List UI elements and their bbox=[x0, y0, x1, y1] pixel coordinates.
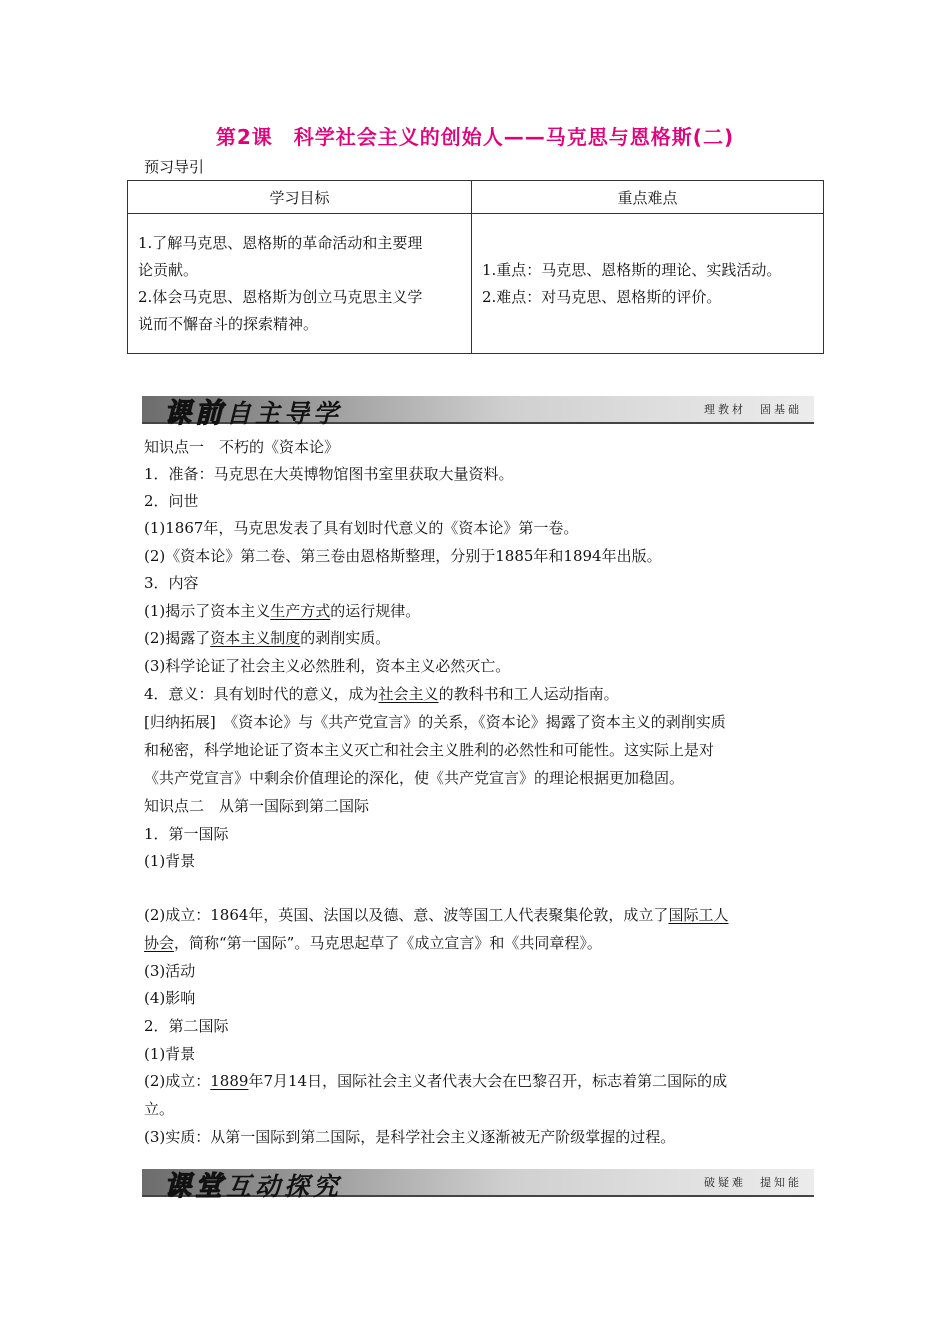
goals-cell bbox=[128, 214, 472, 354]
header-goals: 学习目标 bbox=[128, 181, 472, 214]
banner-title: 课堂互动探究 bbox=[164, 1171, 343, 1202]
text-line: 2．问世 bbox=[144, 492, 199, 510]
underlined-answer: 1889 bbox=[210, 1072, 249, 1090]
text-line: 《共产党宣言》中剩余价值理论的深化，使《共产党宣言》的理论根据更加稳固。 bbox=[144, 769, 685, 787]
text-line: (1)背景 bbox=[144, 852, 196, 870]
lesson-title: 第2课 科学社会主义的创始人——马克思与恩格斯(二) bbox=[215, 125, 735, 149]
goals-table bbox=[127, 180, 824, 354]
text-line: (3)科学论证了社会主义必然胜利，资本主义必然灭亡。 bbox=[144, 657, 511, 675]
goal-line: 1.了解马克思、恩格斯的革命活动和主要理 bbox=[138, 233, 423, 252]
banner-title: 课前自主导学 bbox=[164, 398, 343, 429]
text-line: (2)成立：1889年7月14日，国际社会主义者代表大会在巴黎召开，标志着第二国际的成 bbox=[144, 1072, 728, 1090]
preview-label: 预习导引 bbox=[144, 158, 205, 176]
text-line: (4)影响 bbox=[144, 989, 196, 1007]
text-line: (1)1867年，马克思发表了具有划时代意义的《资本论》第一卷。 bbox=[144, 519, 579, 537]
underlined-answer: 社会主义 bbox=[378, 685, 439, 703]
text-line: (1)背景 bbox=[144, 1045, 196, 1063]
text-line: (3)活动 bbox=[144, 962, 196, 980]
text-line: 1．准备：马克思在大英博物馆图书室里获取大量资料。 bbox=[144, 465, 514, 483]
text-line: 协会，简称“第一国际”。马克思起草了《成立宣言》和《共同章程》。 bbox=[144, 934, 602, 952]
section-banner-preclass bbox=[142, 396, 814, 429]
knowledge-point-1: 知识点一 不朽的《资本论》 bbox=[144, 438, 340, 456]
text-line: (2)揭露了资本主义制度的剥削实质。 bbox=[144, 629, 391, 647]
key-point-line: 1.重点：马克思、恩格斯的理论、实践活动。 bbox=[482, 260, 782, 279]
banner-subtitle: 理教材 固基础 bbox=[704, 403, 802, 416]
text-line: 3．内容 bbox=[144, 574, 199, 592]
underlined-answer: 国际工人 bbox=[668, 906, 729, 924]
goal-line: 论贡献。 bbox=[138, 260, 199, 279]
text-line: (3)实质：从第一国际到第二国际，是科学社会主义逐渐被无产阶级掌握的过程。 bbox=[144, 1128, 676, 1146]
underlined-answer: 生产方式 bbox=[270, 602, 331, 620]
section-banner-inclass bbox=[142, 1169, 814, 1202]
text-line: [归纳拓展] 《资本论》与《共产党宣言》的关系，《资本论》揭露了资本主义的剥削实质 bbox=[144, 713, 726, 731]
text-line: (2)成立：1864年，英国、法国以及德、意、波等国工人代表聚集伦敦，成立了国际工人 bbox=[144, 906, 729, 924]
key-point-line: 2.难点：对马克思、恩格斯的评价。 bbox=[482, 287, 722, 306]
text-line: 2．第二国际 bbox=[144, 1017, 229, 1035]
banner-subtitle: 破疑难 提知能 bbox=[704, 1176, 802, 1189]
text-line: 立。 bbox=[144, 1100, 175, 1118]
text-line: 4．意义：具有划时代的意义，成为社会主义的教科书和工人运动指南。 bbox=[144, 685, 619, 703]
text-line: 和秘密，科学地论证了资本主义灭亡和社会主义胜利的必然性和可能性。这实际上是对 bbox=[144, 741, 715, 759]
underlined-answer: 协会 bbox=[144, 934, 175, 952]
header-key-points: 重点难点 bbox=[472, 181, 824, 214]
text-line: 1．第一国际 bbox=[144, 825, 229, 843]
text-line: (2)《资本论》第二卷、第三卷由恩格斯整理，分别于1885年和1894年出版。 bbox=[144, 547, 662, 565]
goal-line: 2.体会马克思、恩格斯为创立马克思主义学 bbox=[138, 287, 423, 306]
key-points-cell bbox=[472, 214, 824, 354]
text-line: (1)揭示了资本主义生产方式的运行规律。 bbox=[144, 602, 421, 620]
underlined-answer: 资本主义制度 bbox=[210, 629, 301, 647]
knowledge-point-2: 知识点二 从第一国际到第二国际 bbox=[144, 797, 370, 815]
goal-line: 说而不懈奋斗的探索精神。 bbox=[138, 314, 319, 333]
